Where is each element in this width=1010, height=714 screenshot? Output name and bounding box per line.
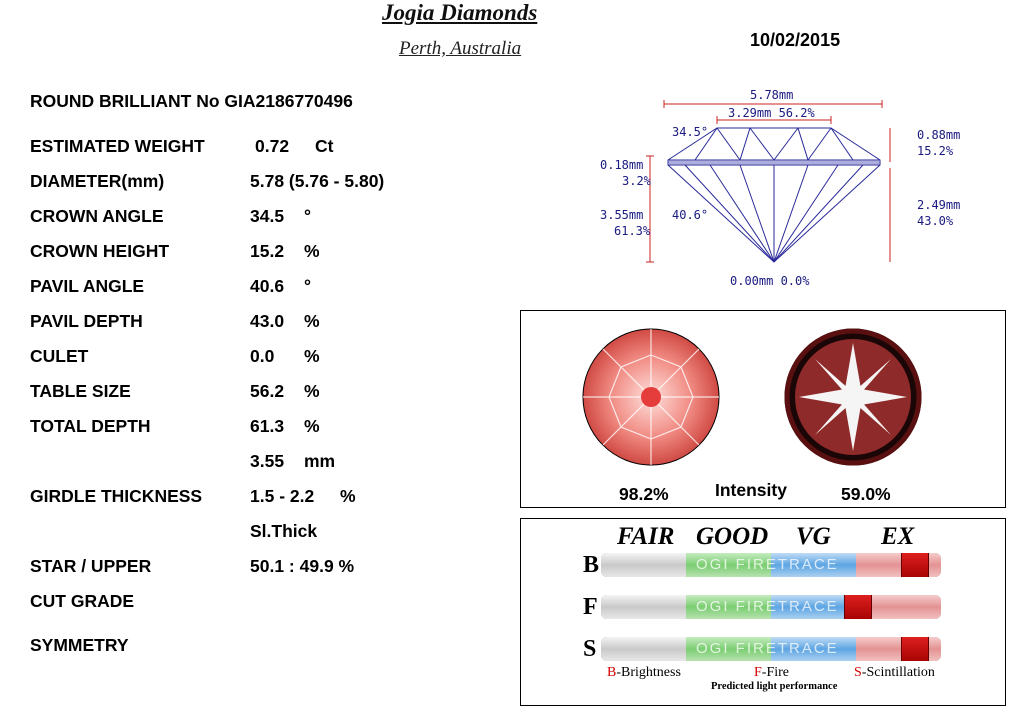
- spec-value: 56.2: [250, 381, 285, 401]
- spec-unit: %: [340, 486, 356, 506]
- spec-unit: °: [304, 206, 311, 226]
- performance-caption: Predicted light performance: [711, 681, 838, 692]
- brightness-bar: [601, 553, 941, 577]
- spec-unit: Ct: [315, 136, 334, 156]
- spec-unit: %: [304, 241, 320, 261]
- spec-unit: %: [304, 416, 320, 436]
- spec-label: ESTIMATED WEIGHT: [30, 136, 205, 156]
- bar-letter-f: F: [583, 594, 598, 620]
- grade-fair: FAIR: [617, 523, 675, 550]
- spec-value: 34.5: [250, 206, 285, 226]
- girdle-band: [668, 160, 880, 165]
- brightness-percent: 98.2%: [619, 484, 669, 504]
- legend-fire: F-Fire: [754, 665, 790, 680]
- brightness-image: [581, 327, 721, 467]
- spec-unit: mm: [304, 451, 336, 471]
- legend-brightness: B-Brightness: [607, 665, 681, 680]
- scintillation-bar: [601, 637, 941, 661]
- bar-watermark: OGI FIRETRACE: [696, 640, 839, 657]
- grade-vg: VG: [796, 523, 831, 550]
- spec-value: 15.2: [250, 241, 285, 261]
- culet-label: 0.00mm 0.0%: [730, 274, 810, 288]
- spec-unit: %: [304, 346, 320, 366]
- bar-watermark: OGI FIRETRACE: [696, 598, 839, 615]
- crown-height-mm-label: 0.88mm: [917, 128, 961, 142]
- arrows-percent: 59.0%: [841, 484, 891, 504]
- spec-label: GIRDLE THICKNESS: [30, 486, 203, 506]
- spec-value: Sl.Thick: [250, 521, 318, 541]
- table-label: 3.29mm 56.2%: [728, 106, 815, 120]
- spec-label: CULET: [30, 346, 89, 366]
- location: Perth, Australia: [399, 38, 522, 59]
- spec-label: PAVIL DEPTH: [30, 311, 143, 331]
- girdle-mm-label: 0.18mm: [600, 158, 644, 172]
- spec-unit: %: [304, 311, 320, 331]
- spec-value: 40.6: [250, 276, 285, 296]
- light-performance-panel: [520, 518, 1006, 706]
- spec-unit: %: [304, 381, 320, 401]
- spec-value: 43.0: [250, 311, 285, 331]
- bar-watermark: OGI FIRETRACE: [696, 556, 839, 573]
- arrows-image: [783, 327, 923, 467]
- intensity-label: Intensity: [715, 480, 787, 500]
- grade-ex: EX: [881, 523, 915, 550]
- spec-value: 0.0: [250, 346, 275, 366]
- spec-label: TABLE SIZE: [30, 381, 131, 401]
- diameter-label: 5.78mm: [750, 88, 794, 102]
- spec-value: 61.3: [250, 416, 285, 436]
- spec-label: TOTAL DEPTH: [30, 416, 151, 436]
- grade-good: GOOD: [696, 523, 769, 550]
- pavilion-depth-mm-label: 2.49mm: [917, 198, 961, 212]
- spec-value: 1.5 - 2.2: [250, 486, 315, 506]
- brightness-marker: [901, 553, 929, 577]
- spec-label: DIAMETER(mm): [30, 171, 165, 191]
- proportion-diagram: [590, 82, 1010, 292]
- girdle-pct-label: 3.2%: [622, 174, 651, 188]
- total-depth-mm-label: 3.55mm: [600, 208, 644, 222]
- spec-label: SYMMETRY: [30, 635, 129, 655]
- report-date: 10/02/2015: [750, 30, 841, 50]
- spec-value: 0.72: [255, 136, 290, 156]
- pavilion-depth-pct-label: 43.0%: [917, 214, 954, 228]
- legend-scintillation: S-Scintillation: [854, 665, 935, 680]
- fire-marker: [844, 595, 872, 619]
- report-title: ROUND BRILLIANT No GIA2186770496: [30, 91, 353, 111]
- crown-angle-label: 34.5°: [672, 125, 709, 139]
- bar-letter-s: S: [583, 636, 597, 662]
- crown-height-pct-label: 15.2%: [917, 144, 954, 158]
- fire-bar: [601, 595, 941, 619]
- spec-label: PAVIL ANGLE: [30, 276, 145, 296]
- spec-label: CUT GRADE: [30, 591, 135, 611]
- brand-name: Jogia Diamonds: [382, 0, 538, 25]
- diamond-profile: [668, 128, 880, 262]
- spec-label: STAR / UPPER: [30, 556, 152, 576]
- spec-label: CROWN HEIGHT: [30, 241, 170, 261]
- bar-letter-b: B: [583, 552, 600, 578]
- spec-value: 5.78 (5.76 - 5.80): [250, 171, 385, 191]
- total-depth-pct-label: 61.3%: [614, 224, 651, 238]
- spec-label: CROWN ANGLE: [30, 206, 164, 226]
- scintillation-marker: [901, 637, 929, 661]
- spec-value: 3.55: [250, 451, 285, 471]
- light-images-panel: [520, 310, 1006, 508]
- spec-unit: °: [304, 276, 311, 296]
- spec-value: 50.1 : 49.9 %: [250, 556, 355, 576]
- pavilion-angle-label: 40.6°: [672, 208, 709, 222]
